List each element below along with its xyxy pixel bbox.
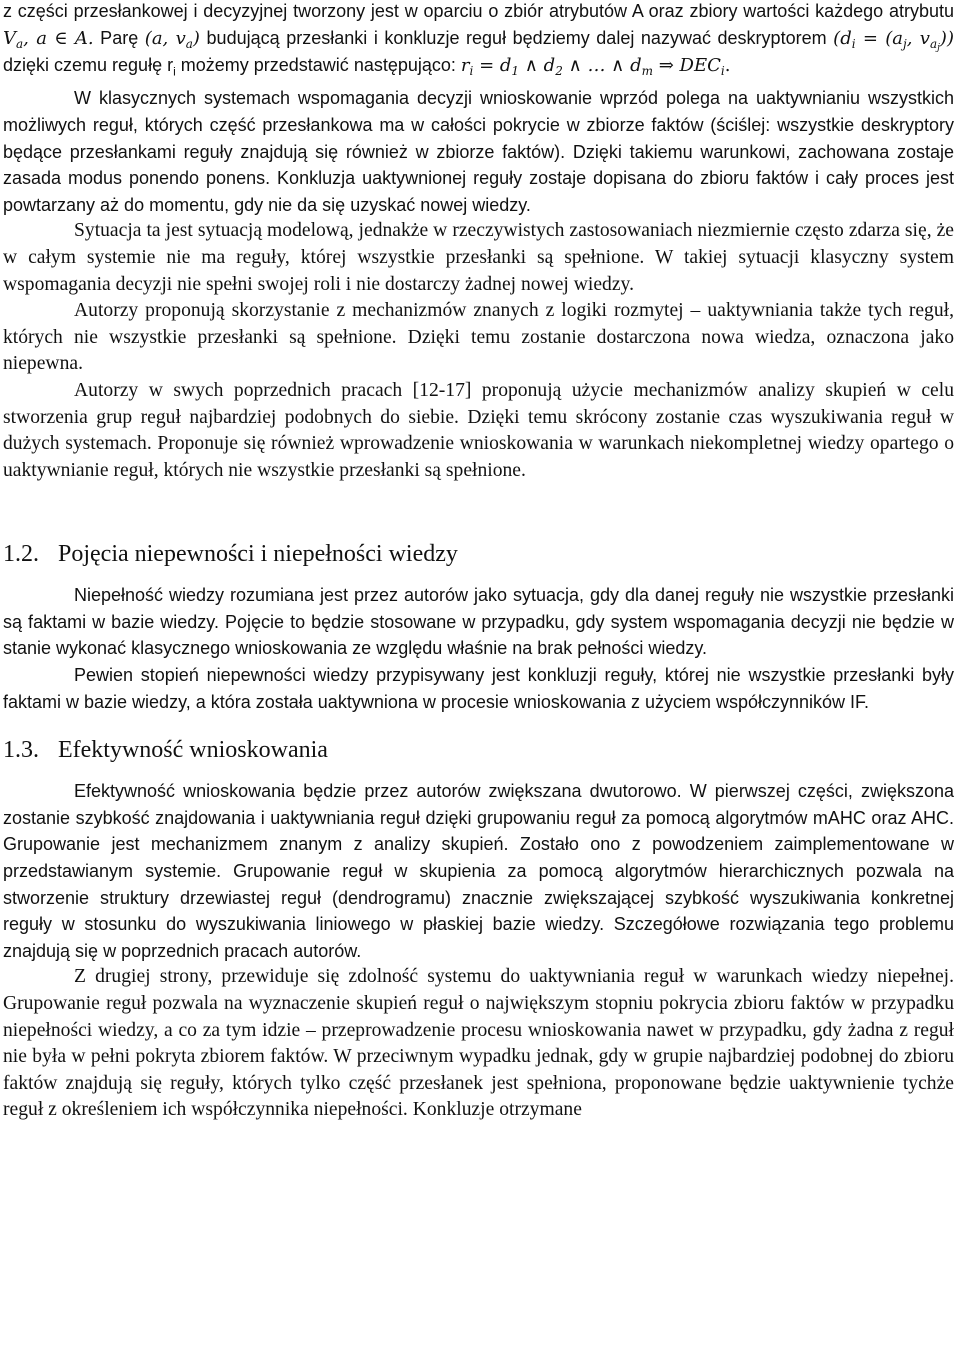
section-heading-1-3	[3, 735, 954, 765]
paragraph-knowledge-uncertainty: Pewien stopień niepewności wiedzy przypisywany jest konkluzji reguły, której nie wszystkie przesłanki były faktami w bazie wiedzy, a która została uaktywniona w procesie wnioskowania z użyciem współczynników IF.	[3, 665, 954, 712]
paragraph-knowledge-incompleteness: Niepełność wiedzy rozumiana jest przez autorów jako sytuacja, gdy dla danej reguły nie wszystkie przesłanki są faktami w bazie wiedzy. Pojęcie to będzie stosowane w przypadku, gdy system wspomagania decyzji nie będzie w stanie wykonać klasycznego wnioskowania ze względu właśnie na brak pełności wiedzy.	[3, 585, 954, 659]
intro-line-2-text-a: wartości każdego atrybutu	[743, 1, 955, 21]
intro-paragraph	[3, 0, 954, 85]
paragraph-model-situation: Sytuacja ta jest sytuacją modelową, jednakże w rzeczywistych zastosowaniach niezmiernie często zdarza się, że w całym systemie nie ma reguły, której wszystkie przesłanki są spełnione. W takiej sytuacji klasyczny system wspomagania decyzji nie spełni swojej roli i nie dostarczy żadnej nowej wiedzy.	[3, 220, 954, 295]
intro-line-2-text-b: Parę	[93, 27, 145, 48]
section-number: 1.3.	[3, 737, 39, 764]
paragraph-forward-chaining: W klasycznych systemach wspomagania decyzji wnioskowanie wprzód polega na uaktywnianiu wszystkich możliwych reguł, których część przesłankowa ma w całości pokrycie w zbiorze faktów (ściślej: wszystkie deskryptory będące przesłankami reguły znajdują się również w zbiorze faktów). Dzięki takiemu warunkowi, zachowana zostaje zasada modus ponendo ponens. Konkluzja uaktywnionej reguły zostaje dopisana do zbioru faktów i cały proces jest powtarzany aż do momentu, gdy nie da się uzyskać nowej wiedzy.	[3, 88, 954, 215]
intro-line-3-text-c: możemy przedstawić	[175, 55, 349, 76]
pair-formula: (a, $v_a$)	[144, 27, 200, 51]
paragraph-previous-works: Autorzy w swych poprzednich pracach [12-17] proponują użycie mechanizmów analizy skupień w celu stworzenia grup reguł najbardziej podobnych do siebie. Dzięki temu skrócony zostanie czas wyszukiwania reguł w dużych systemach. Proponuje się również wprowadzenie wnioskowania w warunkach niekompletnej wiedzy opartego o uaktywnianie reguł, których nie wszystkie przesłanki są spełnione.	[3, 379, 954, 481]
attribute-values-formula: $V_a$, a ∈ A.	[3, 27, 94, 51]
section-title: Pojęcia niepewności i niepełności wiedzy	[58, 541, 458, 568]
descriptor-formula: ($d_i = (a_j$, $v_{a_j}$))	[833, 27, 954, 53]
section-title: Efektywność wnioskowania	[58, 737, 328, 764]
section-heading-1-2	[3, 539, 954, 569]
intro-line-2-text-c: budującą przesłanki i konkluzje reguł będziemy	[199, 27, 590, 48]
intro-line-4-text-a: następująco:	[353, 55, 461, 76]
intro-line-3-text-b: dzięki czemu regułę r	[3, 55, 174, 76]
rule-index-subscript: i	[173, 64, 176, 79]
paragraph-incomplete-knowledge-activation: Z drugiej strony, przewiduje się zdolność systemu do uaktywniania reguł w warunkach wiedzy niepełnej. Grupowanie reguł pozwala na wyznaczenie skupień reguł o największym stopniu pokrycia zbioru faktów w przypadku niepełności wiedzy, a co za tym idzie – przeprowadzenie procesu wnioskowania nawet w przypadku, gdy żadna z reguł nie była w pełni pokryta zbiorem faktów. W przeciwnym wypadku jednak, gdy w grupie najbardziej podobnej do zbioru faktów znajdują się reguły, których tylko część przesłanek jest spełniona, proponowane będzie uaktywnienie tychże reguł z określeniem ich współczynnika niepełności. Konkluzje otrzymane	[3, 966, 954, 1121]
paragraph-inference-efficiency: Efektywność wnioskowania będzie przez autorów zwiększana dwutorowo. W pierwszej części, zwiększona zostanie szybkość znajdowania i uaktywniania reguł dzięki grupowaniu reguł za pomocą algorytmów mAHC oraz AHC. Grupowanie jest mechanizmem znanym z analizy skupień. Zostało ono z powodzeniem zaimplementowane w przedstawianym systemie. Grupowanie reguł w skupienia za pomocą algorytmów hierarchicznych pozwala na stworzenie struktury drzewiastej reguł (dendrogramu) znacznie zwiększającej szybkość wyszukiwania konkretnej reguły w stosunku do wyszukiwania liniowego w płaskiej bazie wiedzy. Szczegółowe rozwiązania tego problemu znajdują się w poprzednich pracach autorów.	[3, 781, 954, 961]
section-number: 1.2.	[3, 541, 39, 568]
paragraph-fuzzy-logic-proposal: Autorzy proponują skorzystanie z mechanizmów znanych z logiki rozmytej – uaktywniania także tych reguł, których nie wszystkie przesłanki są spełnione. Dzięki temu zostanie dostarczona nowa wiedza, oznaczona jako niepewna.	[3, 300, 954, 375]
intro-line-3-text-a: dalej nazywać deskryptorem	[596, 27, 834, 48]
rule-formula: $r_i = d_1$ ∧ $d_2$ ∧ … ∧ $d_m$ ⇒ $DEC_i$.	[460, 55, 731, 79]
intro-line-1: z części przesłankowej i decyzyjnej tworzony jest w oparciu o zbiór atrybutów A oraz zbiory	[3, 1, 738, 21]
